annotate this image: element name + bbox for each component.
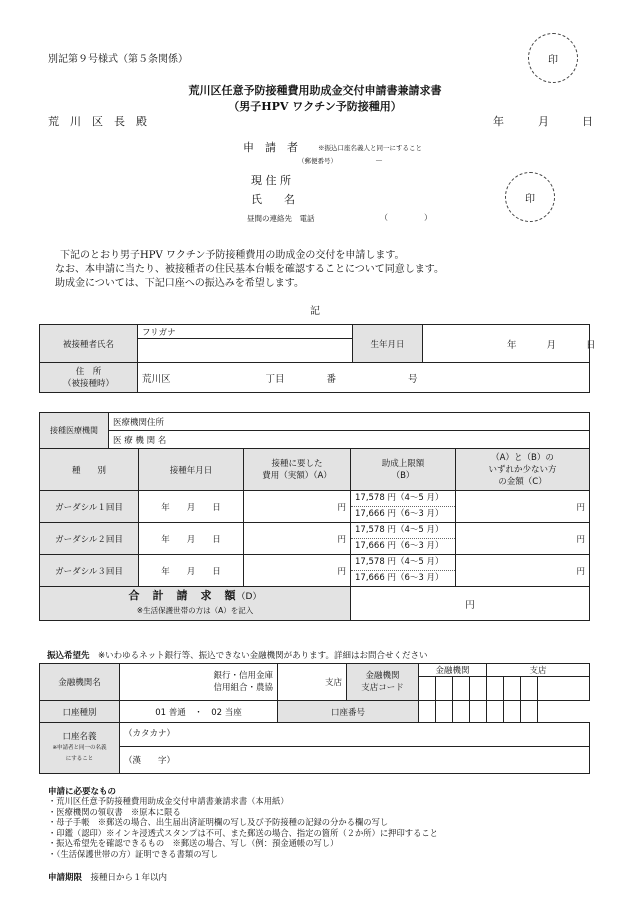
account-digit[interactable] [419, 701, 436, 723]
holder-note-1: ※申請者と同一の名義 [52, 744, 107, 751]
birth-month: 月 [546, 339, 557, 351]
bank-types-2: 信用組合・農協 [213, 683, 273, 693]
recipient-name-header: 被接種者氏名 [40, 325, 138, 363]
seal-label: 印 [548, 54, 558, 66]
birth-day: 日 [586, 339, 596, 351]
code-digit[interactable] [487, 677, 504, 701]
account-number-label: 口座番号 [278, 701, 419, 723]
total-label: 合 計 請 求 額 [128, 589, 237, 602]
code-digit[interactable] [504, 677, 521, 701]
branch-field[interactable]: 支店 [278, 664, 347, 701]
table-row [40, 523, 590, 555]
total-note: ※生活保護世帯の方は（A）を記入 [136, 606, 254, 615]
limit-cell [351, 555, 456, 587]
ki-label: 記 [310, 306, 320, 317]
holder-label: 口座名義 [62, 731, 97, 742]
col-cost-line2: 費用（実額）（A） [262, 470, 332, 481]
seal-circle-top [528, 33, 578, 83]
ward-label: 荒川区 [142, 373, 171, 385]
col-less-line3: の金額（C） [498, 476, 547, 487]
document-title: 荒川区任意予防接種費用助成金交付申請書兼請求書 [188, 84, 442, 97]
limit-cell [351, 491, 456, 523]
bank-heading-note: ※いわゆるネット銀行等、振込できない金融機関があります。詳細はお問合せください [98, 651, 428, 661]
date-m: 月 [186, 534, 196, 545]
limit-line-1: 17,578 円（4〜5 月） [351, 555, 455, 571]
clinic-header: 接種医療機関 [40, 413, 109, 449]
dose-date-field[interactable] [139, 555, 244, 587]
ban-label: 番 [326, 373, 337, 385]
chome-label: 丁目 [265, 373, 285, 385]
code-label-1: 金融機関 [365, 671, 400, 681]
name-label: 氏 名 [251, 193, 295, 206]
account-digit[interactable] [521, 701, 538, 723]
date-m: 月 [186, 566, 196, 577]
col-date-header: 接種年月日 [139, 449, 244, 491]
dose-date-field[interactable] [139, 523, 244, 555]
code-digit[interactable] [436, 677, 453, 701]
date-day: 日 [582, 115, 593, 128]
lesser-amount-field[interactable]: 円 [456, 491, 590, 523]
bank-heading-row [47, 649, 427, 661]
address-header-line2: （被接種時） [62, 378, 114, 389]
total-header [40, 587, 351, 621]
date-y: 年 [161, 502, 170, 513]
lesser-amount-field[interactable]: 円 [456, 555, 590, 587]
holder-header [40, 723, 120, 774]
katakana-label: （カタカナ） [124, 729, 176, 739]
holder-kanji-field[interactable] [120, 747, 590, 774]
limit-line-2: 17,666 円（6〜3 月） [355, 541, 444, 551]
col-cost-header [244, 449, 351, 491]
bank-types-1: 銀行・信用金庫 [213, 671, 273, 681]
code-digit[interactable] [470, 677, 487, 701]
list-item: ・（生活保護世帯の方）証明できる書類の写し [48, 848, 219, 859]
code-digit[interactable] [538, 677, 590, 701]
postal-label: （郵便番号） [298, 157, 337, 165]
dose-type: ガーダシル３回目 [40, 555, 139, 587]
applicant-note: ※振込口座名義人と同一にすること [318, 144, 422, 152]
birth-date-field[interactable] [423, 325, 596, 363]
address-header-line1: 住 所 [75, 366, 102, 377]
holder-katakana-field[interactable] [120, 723, 590, 747]
total-d: （D） [236, 592, 262, 602]
recipient-address-field[interactable] [138, 363, 590, 393]
list-item: ・医療機関の領収書 ※原本に限る [48, 806, 181, 817]
code-digit[interactable] [419, 677, 436, 701]
deadline-label: 申請期限 [48, 873, 83, 883]
seal-label: 印 [525, 193, 535, 205]
account-digit[interactable] [453, 701, 470, 723]
postal-dash: － [375, 156, 383, 165]
clinic-table [39, 412, 590, 621]
date-y: 年 [161, 534, 170, 545]
limit-line-2: 17,666 円（6〜3 月） [355, 573, 444, 583]
account-type-label: 口座種別 [40, 701, 120, 723]
date-d: 日 [212, 502, 221, 513]
deadline-row [48, 871, 167, 883]
limit-line-1: 17,578 円（4〜5 月） [351, 523, 455, 539]
col-less-line1: （A）と（B）の [491, 452, 554, 463]
code-branch-header: 支店 [487, 664, 590, 677]
clinic-address-field[interactable] [109, 413, 590, 431]
dose-type: ガーダシル１回目 [40, 491, 139, 523]
furigana-label: フリガナ [142, 327, 176, 338]
required-heading: 申請に必要なもの [48, 787, 117, 797]
col-limit-header [351, 449, 456, 491]
lesser-amount-field[interactable]: 円 [456, 523, 590, 555]
account-digit[interactable] [487, 701, 504, 723]
account-digit[interactable] [436, 701, 453, 723]
list-item: ・振込希望先を確認できるもの ※郵送の場合、写し（例：預金通帳の写し） [48, 838, 339, 848]
code-digit[interactable] [521, 677, 538, 701]
date-y: 年 [161, 566, 170, 577]
col-less-header [456, 449, 590, 491]
code-bank-header: 金融機関 [419, 664, 487, 677]
body-line-3: 助成金については、下記口座への振込みを希望します。 [55, 278, 304, 289]
birth-header: 生年月日 [353, 325, 423, 363]
clinic-name-field[interactable] [109, 431, 590, 449]
limit-line-2: 17,666 円（6〜3 月） [355, 509, 444, 519]
phone-paren-close: ） [424, 213, 432, 222]
bank-heading: 振込希望先 [47, 651, 90, 661]
date-d: 日 [212, 534, 221, 545]
account-type-field[interactable]: 01 普通 ・ 02 当座 [120, 701, 278, 723]
bank-name-label: 金融機関名 [40, 664, 120, 701]
col-limit-line2: （B） [391, 470, 415, 481]
addressee: 荒 川 区 長 殿 [48, 115, 147, 128]
total-amount-field[interactable]: 円 [351, 587, 590, 621]
col-limit-line1: 助成上限額 [381, 458, 425, 469]
document-subtitle: （男子HPV ワクチン予防接種用） [228, 100, 402, 113]
cost-field[interactable]: 円 [244, 555, 351, 587]
table-row [40, 491, 590, 523]
cost-field[interactable]: 円 [244, 523, 351, 555]
dose-type: ガーダシル２回目 [40, 523, 139, 555]
list-item: ・印鑑（認印）※インキ浸透式スタンプは不可、また郵送の場合、指定の箇所（２か所）に押印すること [48, 827, 438, 838]
recipient-name-field[interactable] [138, 339, 353, 363]
limit-cell [351, 523, 456, 555]
col-cost-line1: 接種に要した [271, 458, 323, 469]
date-m: 月 [186, 502, 196, 513]
dose-date-field[interactable] [139, 491, 244, 523]
form-number: 別記第９号様式（第５条関係） [48, 54, 188, 65]
address-header [40, 363, 138, 393]
body-line-1: 下記のとおり男子HPV ワクチン予防接種費用の助成金の交付を申請します。 [60, 250, 405, 261]
kanji-label: （漢 字） [124, 756, 176, 766]
go-label: 号 [408, 373, 418, 385]
account-spacer [538, 701, 590, 723]
phone-label: 昼間の連絡先 電話 [247, 214, 315, 223]
code-label-2: 支店コード [361, 683, 404, 693]
seal-circle-applicant [505, 172, 555, 222]
date-month: 月 [538, 115, 549, 128]
account-digit[interactable] [504, 701, 521, 723]
account-digit[interactable] [470, 701, 487, 723]
address-label: 現 住 所 [251, 174, 291, 187]
bank-table [39, 663, 590, 774]
deadline-text: 接種日から１年以内 [90, 873, 168, 883]
clinic-address-label: 医療機関住所 [113, 417, 165, 428]
code-label [347, 664, 419, 701]
recipient-table [39, 324, 596, 393]
clinic-name-label: 医 療 機 関 名 [113, 435, 167, 446]
limit-line-1: 17,578 円（4〜5 月） [351, 491, 455, 507]
furigana-field[interactable] [138, 325, 353, 339]
cost-field[interactable]: 円 [244, 491, 351, 523]
list-item: ・荒川区任意予防接種費用助成金交付申請書兼請求書（本用紙） [48, 796, 289, 806]
bank-name-field[interactable] [120, 664, 278, 701]
col-type-header: 種 別 [40, 449, 139, 491]
col-less-line2: いずれか少ない方 [488, 464, 557, 475]
date-year: 年 [493, 115, 504, 128]
table-row [40, 555, 590, 587]
code-digit[interactable] [453, 677, 470, 701]
holder-note-2: にすること [65, 755, 94, 762]
phone-paren-open: （ [380, 213, 388, 222]
date-d: 日 [212, 566, 221, 577]
body-line-2: なお、本申請に当たり、被接種者の住民基本台帳を確認することについて同意します。 [55, 264, 444, 275]
list-item: ・母子手帳 ※郵送の場合、出生届出済証明欄の写し及び予防接種の記録の分かる欄の写し [48, 817, 389, 827]
birth-year: 年 [507, 339, 517, 351]
required-list [48, 796, 438, 859]
applicant-label: 申 請 者 [243, 141, 298, 154]
